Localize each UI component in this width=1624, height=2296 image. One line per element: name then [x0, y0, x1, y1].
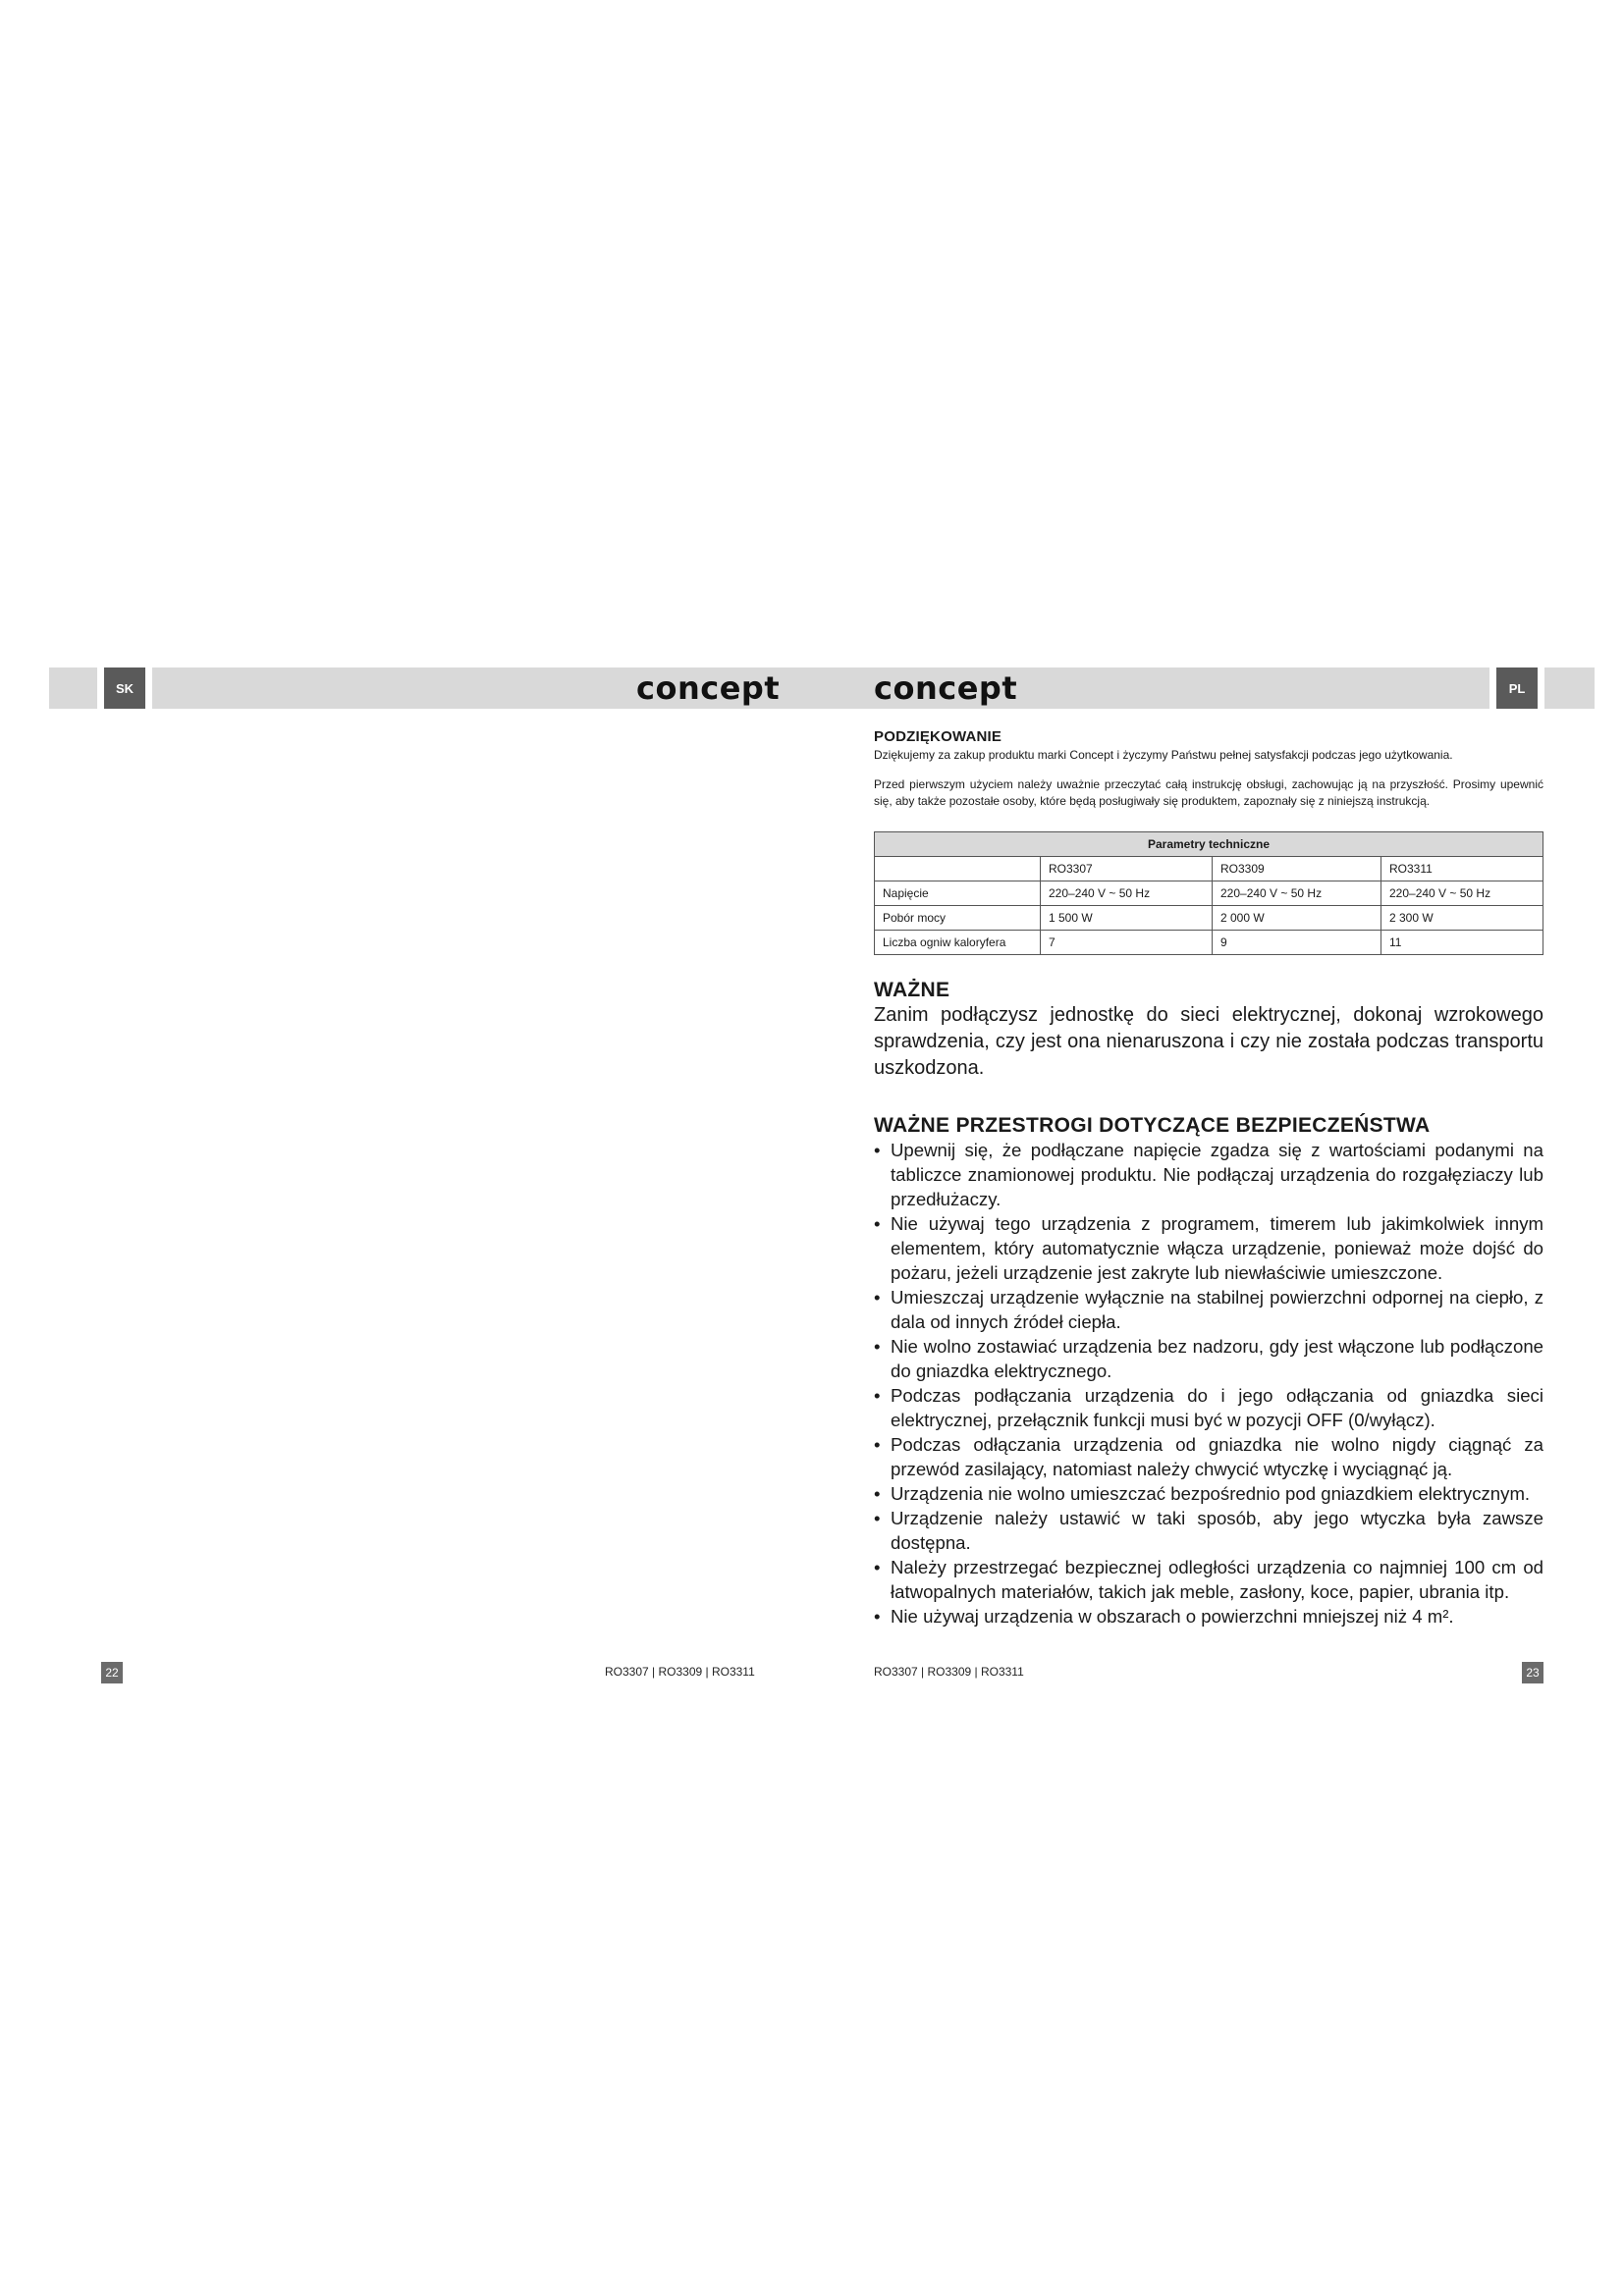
list-item: • Podczas odłączania urządzenia od gniazdka nie wolno nigdy ciągnąć za przewód zasilający, natomiast należy chwycić wtyczkę i wyciągnąć ją.: [874, 1432, 1543, 1481]
table-cell: 7: [1041, 931, 1213, 955]
language-tab-pl: PL: [1496, 667, 1538, 709]
table-cell: 9: [1213, 931, 1381, 955]
language-tab-sk: SK: [104, 667, 145, 709]
list-item: • Upewnij się, że podłączane napięcie zgadza się z wartościami podanymi na tabliczce znamionowej produktu. Nie podłączaj urządzenia do rozgałęziaczy lub przedłużaczy.: [874, 1138, 1543, 1211]
table-header-row: [875, 832, 1543, 857]
header-gap: [145, 667, 152, 709]
table-row: [875, 881, 1543, 906]
table-cell: Napięcie: [875, 881, 1041, 906]
table-cell: RO3309: [1213, 857, 1381, 881]
important-text: Zanim podłączysz jednostkę do sieci elektrycznej, dokonaj wzrokowego sprawdzenia, czy jest ona nienaruszona i czy nie została podczas transportu uszkodzona.: [874, 1004, 1543, 1079]
table-title: Parametry techniczne: [875, 832, 1543, 857]
page-right-content: [874, 728, 1543, 1629]
header-band: [49, 667, 1595, 709]
table-row: [875, 906, 1543, 931]
safety-list: [874, 1138, 1543, 1629]
table-row: [875, 931, 1543, 955]
list-item: • Nie używaj urządzenia w obszarach o powierzchni mniejszej niż 4 m².: [874, 1604, 1543, 1629]
table-cell: 1 500 W: [1041, 906, 1213, 931]
list-item: • Podczas podłączania urządzenia do i jego odłączania od gniazdka sieci elektrycznej, przełącznik funkcji musi być w pozycji OFF (0/wyłącz).: [874, 1383, 1543, 1432]
header-gap: [1538, 667, 1544, 709]
table-cell: 2 300 W: [1381, 906, 1543, 931]
list-item: • Umieszczaj urządzenie wyłącznie na stabilnej powierzchni odpornej na ciepło, z dala od innych źródeł ciepła.: [874, 1285, 1543, 1334]
table-cell: 11: [1381, 931, 1543, 955]
brand-logo-left: concept: [636, 669, 781, 707]
header-gap: [97, 667, 104, 709]
safety-title: WAŻNE PRZESTROGI DOTYCZĄCE BEZPIECZEŃSTWA: [874, 1114, 1431, 1137]
thanks-text-2: Przed pierwszym użyciem należy uważnie przeczytać całą instrukcję obsługi, zachowując ją na przyszłość. Prosimy upewnić się, aby także pozostałe osoby, które będą posługiwały się produktem, zapoznały się z niniejszą instrukcją.: [874, 777, 1543, 808]
footer-models-left: RO3307 | RO3309 | RO3311: [605, 1665, 755, 1679]
technical-parameters-table: [874, 831, 1543, 955]
important-title: WAŻNE: [874, 979, 950, 1001]
header-gap: [1489, 667, 1496, 709]
thanks-text-1: Dziękujemy za zakup produktu marki Concept i życzymy Państwu pełnej satysfakcji podczas jego użytkowania.: [874, 748, 1453, 762]
table-cell: Pobór mocy: [875, 906, 1041, 931]
page-number-left: 22: [101, 1662, 123, 1683]
table-cell: [875, 857, 1041, 881]
footer-models-right: RO3307 | RO3309 | RO3311: [874, 1665, 1024, 1679]
table-cell: 2 000 W: [1213, 906, 1381, 931]
table-cell: 220–240 V ~ 50 Hz: [1041, 881, 1213, 906]
list-item: • Nie wolno zostawiać urządzenia bez nadzoru, gdy jest włączone lub podłączone do gniazdka elektrycznego.: [874, 1334, 1543, 1383]
table-cell: RO3311: [1381, 857, 1543, 881]
table-cell: Liczba ogniw kaloryfera: [875, 931, 1041, 955]
safety-section: [874, 1114, 1543, 1629]
page-number-right: 23: [1522, 1662, 1543, 1683]
thanks-title: PODZIĘKOWANIE: [874, 728, 1002, 745]
table-cell: RO3307: [1041, 857, 1213, 881]
important-section: [874, 979, 1543, 1082]
list-item: • Urządzenie należy ustawić w taki sposób, aby jego wtyczka była zawsze dostępna.: [874, 1506, 1543, 1555]
brand-logo-right: concept: [874, 669, 1018, 707]
list-item: • Nie używaj tego urządzenia z programem, timerem lub jakimkolwiek innym elementem, który automatycznie włącza urządzenie, ponieważ może dojść do pożaru, jeżeli urządzenie jest zakryte lub niewłaściwie umieszczone.: [874, 1211, 1543, 1285]
list-item: • Urządzenia nie wolno umieszczać bezpośrednio pod gniazdkiem elektrycznym.: [874, 1481, 1543, 1506]
table-cell: 220–240 V ~ 50 Hz: [1381, 881, 1543, 906]
table-row: [875, 857, 1543, 881]
list-item: • Należy przestrzegać bezpiecznej odległości urządzenia co najmniej 100 cm od łatwopalnych materiałów, takich jak meble, zasłony, koce, papier, ubrania itp.: [874, 1555, 1543, 1604]
table-cell: 220–240 V ~ 50 Hz: [1213, 881, 1381, 906]
